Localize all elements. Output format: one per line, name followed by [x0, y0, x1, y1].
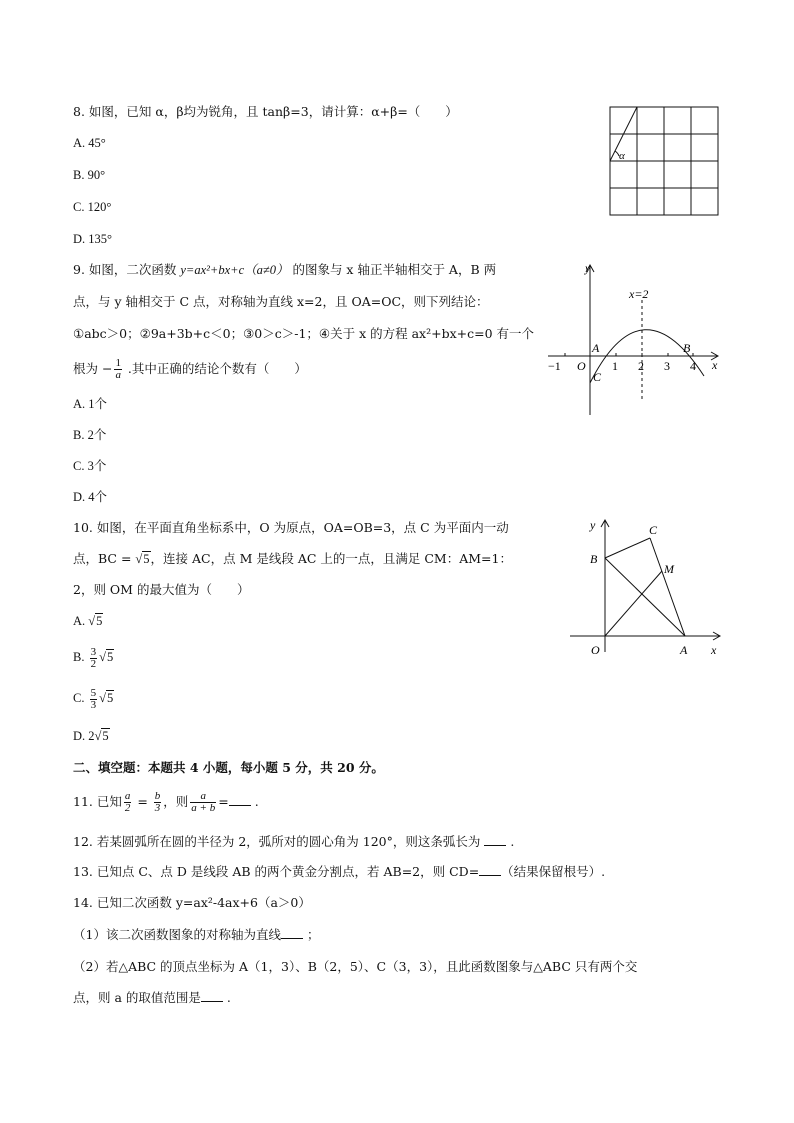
q14-part1: （1）该二次函数图象的对称轴为直线 ；	[73, 927, 320, 942]
q9-stem-line1	[73, 260, 496, 280]
q10-stem2-a: 点，BC =	[73, 551, 136, 566]
q8-option-c: C. 120°	[73, 200, 112, 214]
q9-stem4-a: 根为 −	[73, 361, 113, 376]
q13-line: 13. 已知点 C、点 D 是线段 AB 的两个黄金分割点，若 AB=2，则 CD= （结果保留根号）.	[73, 864, 606, 879]
q9-option-d: D. 4个	[73, 490, 108, 504]
q10-fig-c: C	[649, 523, 658, 537]
q10-stem-line1: 10. 如图，在平面直角坐标系中，O 为原点，OA=OB=3，点 C 为平面内一动	[73, 520, 509, 535]
section2-header: 二、填空题：本题共 4 小题，每小题 5 分，共 20 分。	[73, 760, 384, 775]
q8-stem: 8. 如图，已知 α，β均为锐角，且 tanβ=3，请计算：α+β=（ ）	[73, 104, 458, 119]
q8-option-d: D. 135°	[73, 232, 113, 246]
q10-stem-line3: 2，则 OM 的最大值为（ ）	[73, 582, 250, 597]
q10-option-a: A. √5	[73, 614, 103, 628]
q9-stem1-b: y=ax²+bx+c（a≠0）	[180, 263, 289, 277]
q10-fig-a: A	[680, 643, 688, 657]
q9-option-a: A. 1个	[73, 397, 108, 411]
q9-stem-line4	[73, 355, 307, 383]
q9-fraction: $\frac{1}{a}$	[115, 357, 121, 381]
q9-fig-b-label: B	[683, 341, 691, 355]
q9-fig-y-label: y	[585, 261, 591, 275]
q10-fig-m: M	[664, 562, 674, 576]
q10-option-c: C. $\frac{5}{3}$ √5	[73, 686, 114, 711]
q14-part2-line1: （2）若△ABC 的顶点坐标为 A（1，3）、B（2，5）、C（3，3），且此函数图象与△ABC 只有两个交	[73, 959, 638, 974]
q12-answer-blank[interactable]	[484, 833, 506, 846]
q14-stem: 14. 已知二次函数 y=ax²-4ax+6（a＞0）	[73, 895, 311, 910]
q8-option-b: B. 90°	[73, 168, 106, 182]
q11-line: 11. 已知 $\frac{a}{2}$ = $\frac{b}{3}$ ，则 $\frac{a}{a + b}$ = .	[73, 790, 259, 814]
q9-stem1-c: 的图象与 x 轴正半轴相交于 A，B 两	[288, 262, 497, 277]
q11-answer-blank[interactable]	[229, 793, 251, 806]
q12-line: 12. 若某圆弧所在圆的半径为 2，弧所对的圆心角为 120°，则这条弧长为 .	[73, 834, 515, 849]
q8-option-a: A. 45°	[73, 136, 106, 150]
q9-stem4-b: .其中正确的结论个数有（ ）	[123, 361, 307, 376]
q9-option-b: B. 2个	[73, 428, 107, 442]
q10-coordinate-figure	[565, 512, 730, 662]
q10-option-b: B. $\frac{3}{2}$ √5	[73, 645, 114, 670]
q9-fig-tick-3: 3	[664, 359, 670, 373]
q10-stem-line2	[73, 549, 512, 569]
q9-parabola-figure	[540, 255, 730, 420]
q14-part2-blank[interactable]	[201, 989, 223, 1002]
q9-fig-tick-1: 1	[612, 359, 618, 373]
q9-option-c: C. 3个	[73, 459, 107, 473]
q10-fig-b: B	[590, 552, 598, 566]
q9-fig-tick-2: 2	[638, 359, 644, 373]
q10-stem2-b: ，连接 AC，点 M 是线段 AC 上的一点，且满足 CM：AM=1：	[150, 551, 512, 566]
q9-fig-tick-4: 4	[690, 359, 696, 373]
q10-option-d: D. 2√5	[73, 729, 109, 743]
q10-fig-y: y	[590, 518, 596, 532]
q14-part1-blank[interactable]	[281, 926, 303, 939]
q9-stem1-a: 9. 如图，二次函数	[73, 262, 181, 277]
q8-alpha-label: α	[619, 150, 625, 162]
q9-stem-line3: ①abc＞0；②9a+3b+c＜0；③0＞c＞-1；④关于 x 的方程 ax²+bx+c=0 有一个	[73, 326, 535, 341]
q9-fig-axis-label: x=2	[629, 287, 649, 301]
q10-fig-x: x	[711, 643, 717, 657]
q9-fig-tick-neg1: −1	[548, 359, 561, 373]
q10-fig-o: O	[591, 643, 600, 657]
q9-fig-c-label: C	[593, 370, 602, 384]
q9-fig-o-label: O	[577, 359, 586, 373]
q9-stem-line2: 点，与 y 轴相交于 C 点，对称轴为直线 x=2，且 OA=OC，则下列结论：	[73, 294, 489, 309]
q14-part2-line2: 点，则 a 的取值范围是 .	[73, 990, 231, 1005]
q9-fig-a-label: A	[592, 341, 600, 355]
q8-grid-figure	[605, 104, 723, 220]
q13-answer-blank[interactable]	[479, 863, 501, 876]
q10-sqrt5: √5	[135, 552, 150, 566]
q9-fig-x-label: x	[712, 358, 718, 372]
